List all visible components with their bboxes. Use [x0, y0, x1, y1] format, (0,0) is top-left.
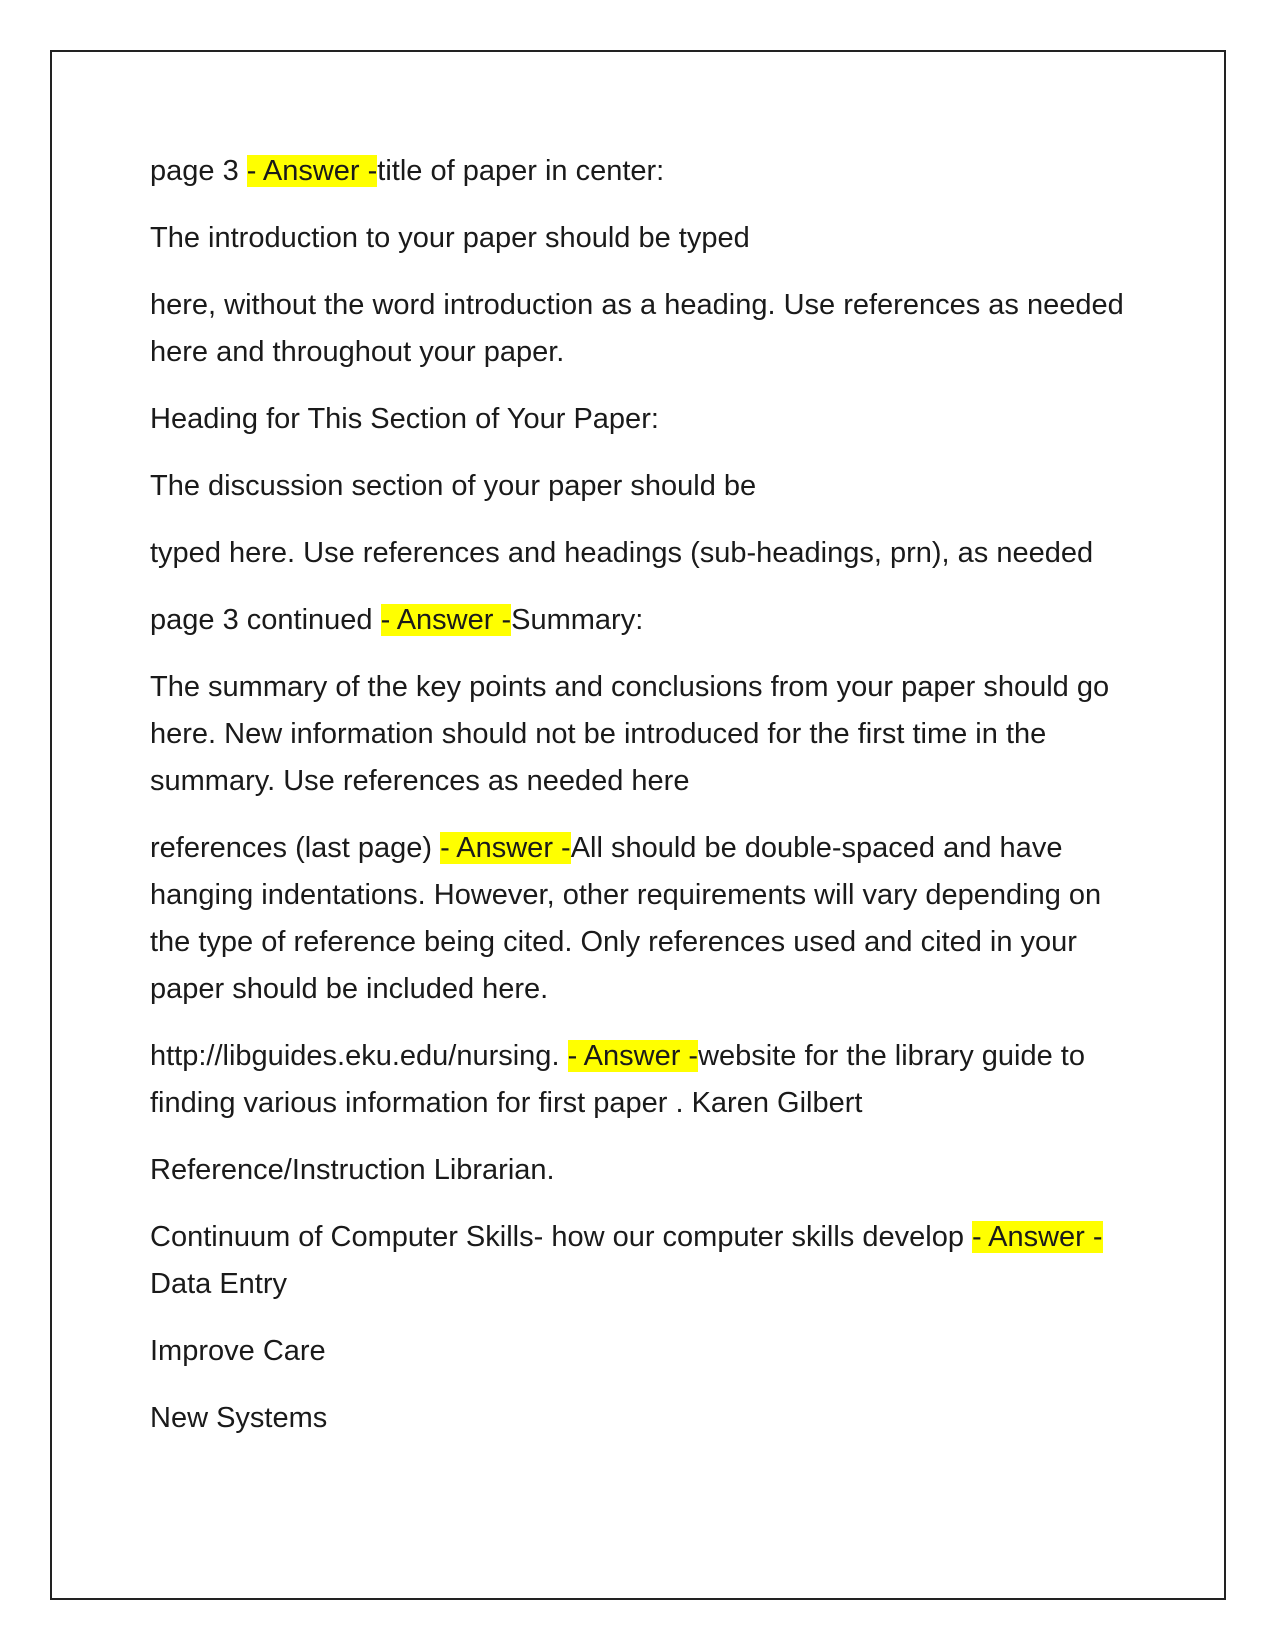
paragraph-discussion-detail: typed here. Use references and headings (sub-headings, prn), as needed — [150, 537, 1094, 569]
answer-highlight: - Answer - — [972, 1221, 1103, 1253]
text-segment: title of paper in center: — [377, 155, 665, 187]
paragraph-library-guide — [150, 1033, 1140, 1127]
paragraph-page-3-continued — [150, 597, 1140, 644]
text-segment: Data Entry — [150, 1268, 287, 1300]
text-segment: references (last page) — [150, 832, 441, 864]
paragraph-page-3-title — [150, 148, 1140, 195]
text-segment: http://libguides.eku.edu/nursing. — [150, 1040, 568, 1072]
paragraph-summary: The summary of the key points and conclusions from your paper should go here. New information should not be introduced for the first time in the summary. Use references as needed here — [150, 671, 1110, 797]
paragraph-introduction: The introduction to your paper should be typed — [150, 222, 750, 254]
answer-highlight: - Answer - — [380, 604, 512, 636]
paragraph-improve-care: Improve Care — [150, 1335, 326, 1367]
text-segment: page 3 continued — [150, 604, 381, 636]
paragraph-references — [150, 825, 1140, 1013]
paragraph-librarian: Reference/Instruction Librarian. — [150, 1154, 555, 1186]
text-segment: page 3 — [150, 155, 247, 187]
text-segment: website for the library guide to finding various information for first paper . Karen Gilbert — [150, 1040, 1085, 1119]
paragraph-discussion: The discussion section of your paper should be — [150, 470, 757, 502]
paragraph-section-heading: Heading for This Section of Your Paper: — [150, 403, 659, 435]
paragraph-continuum — [150, 1214, 1140, 1308]
answer-highlight: - Answer - — [440, 832, 571, 864]
paragraph-new-systems: New Systems — [150, 1402, 328, 1434]
paragraph-introduction-detail: here, without the word introduction as a heading. Use references as needed here and throughout your paper. — [150, 289, 1124, 368]
text-segment: All should be double-spaced and have hanging indentations. However, other requirements will vary depending on the type of reference being cited. Only references used and cited in your paper should be included here. — [150, 832, 1102, 1005]
text-segment: Summary: — [511, 604, 644, 636]
answer-highlight: - Answer - — [567, 1040, 699, 1072]
document-body — [150, 148, 1140, 1462]
answer-highlight: - Answer - — [246, 155, 378, 187]
text-segment: Continuum of Computer Skills- how our computer skills develop — [150, 1221, 973, 1253]
